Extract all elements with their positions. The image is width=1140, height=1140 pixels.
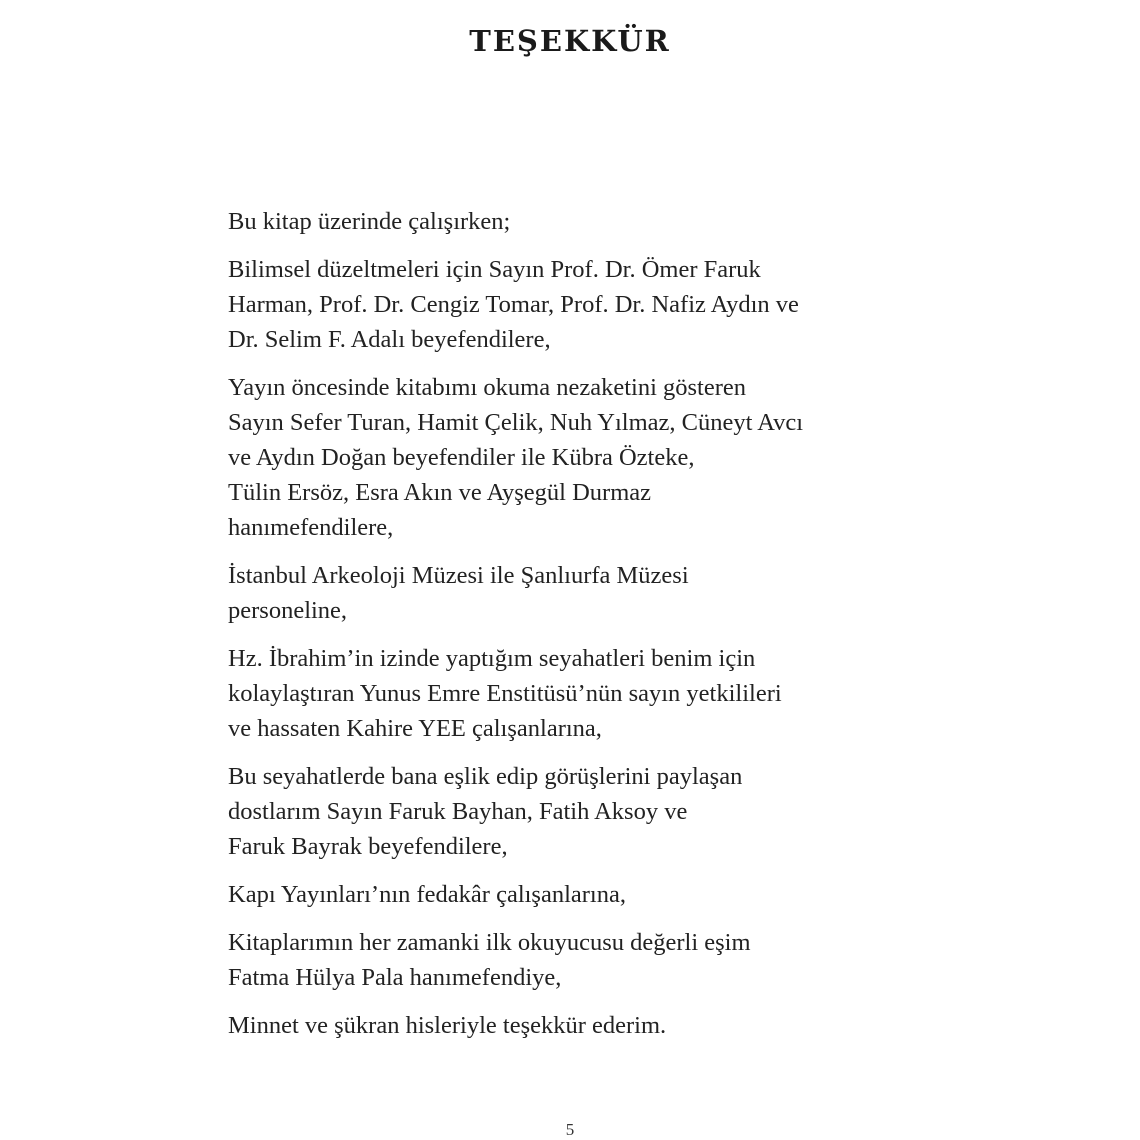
paragraph-opening xyxy=(228,204,948,239)
paragraph-publisher xyxy=(228,877,948,912)
text-line: Faruk Bayrak beyefendilere, xyxy=(228,833,508,860)
page-number: 5 xyxy=(565,1120,575,1139)
paragraph-scientific-reviewers xyxy=(228,252,948,357)
text-line: Bilimsel düzeltmeleri için Sayın Prof. Dr. Ömer Faruk xyxy=(228,256,761,283)
text-line: Fatma Hülya Pala hanımefendiye, xyxy=(228,964,562,991)
text-line: Bu seyahatlerde bana eşlik edip görüşlerini paylaşan xyxy=(228,763,743,790)
acknowledgement-text xyxy=(228,204,948,1056)
text-line: kolaylaştıran Yunus Emre Enstitüsü’nün sayın yetkilileri xyxy=(228,680,782,707)
text-line: dostlarım Sayın Faruk Bayhan, Fatih Aksoy ve xyxy=(228,798,688,825)
text-line: İstanbul Arkeoloji Müzesi ile Şanlıurfa Müzesi xyxy=(228,562,689,589)
text-line: Tülin Ersöz, Esra Akın ve Ayşegül Durmaz xyxy=(228,479,652,506)
text-line: Minnet ve şükran hisleriyle teşekkür ederim. xyxy=(228,1012,667,1039)
text-line: Bu kitap üzerinde çalışırken; xyxy=(228,208,511,235)
text-line: Yayın öncesinde kitabımı okuma nezaketini gösteren xyxy=(228,374,747,401)
text-line: ve hassaten Kahire YEE çalışanlarına, xyxy=(228,715,602,742)
paragraph-spouse xyxy=(228,925,948,995)
text-line: Dr. Selim F. Adalı beyefendilere, xyxy=(228,326,551,353)
paragraph-travel-companions xyxy=(228,759,948,864)
page-title: TEŞEKKÜR xyxy=(469,24,671,59)
text-line: ve Aydın Doğan beyefendiler ile Kübra Özteke, xyxy=(228,444,695,471)
paragraph-museums xyxy=(228,558,948,628)
paragraph-yee xyxy=(228,641,948,746)
text-line: Harman, Prof. Dr. Cengiz Tomar, Prof. Dr. Nafiz Aydın ve xyxy=(228,291,799,318)
paragraph-pre-readers xyxy=(228,370,948,545)
text-line: personeline, xyxy=(228,597,348,624)
text-line: Hz. İbrahim’in izinde yaptığım seyahatleri benim için xyxy=(228,645,756,672)
text-line: Sayın Sefer Turan, Hamit Çelik, Nuh Yılmaz, Cüneyt Avcı xyxy=(228,409,804,436)
text-line: hanımefendilere, xyxy=(228,514,394,541)
paragraph-closing xyxy=(228,1008,948,1043)
text-line: Kitaplarımın her zamanki ilk okuyucusu değerli eşim xyxy=(228,929,751,956)
text-line: Kapı Yayınları’nın fedakâr çalışanlarına, xyxy=(228,881,626,908)
